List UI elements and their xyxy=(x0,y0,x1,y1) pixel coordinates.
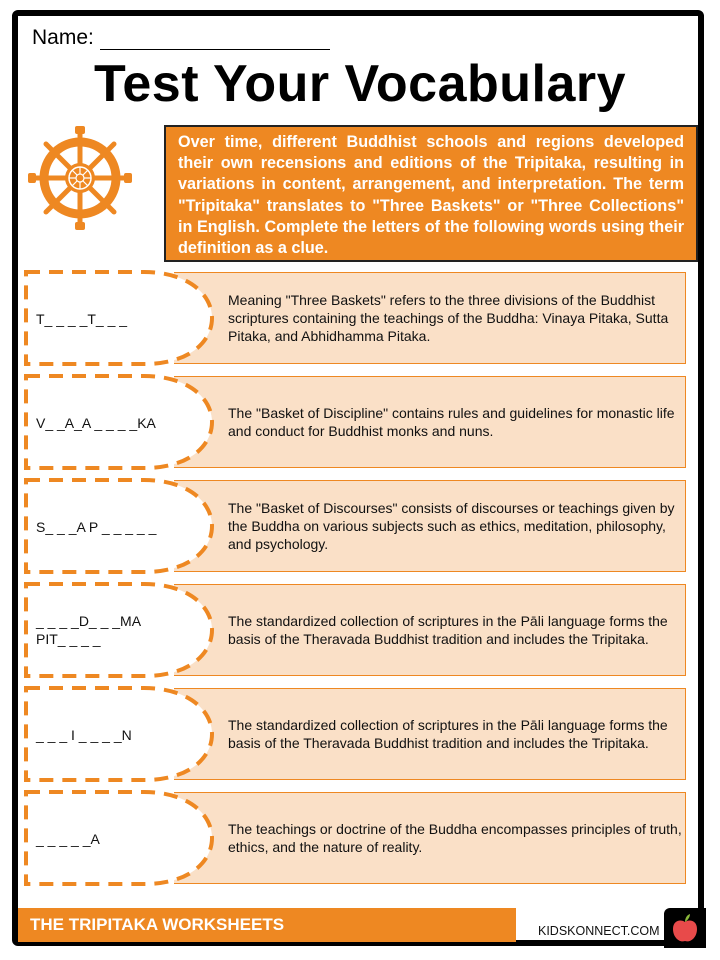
name-line[interactable] xyxy=(100,31,330,50)
site-link[interactable]: KIDSKONNECT.COM xyxy=(538,924,660,938)
apple-icon xyxy=(670,912,700,944)
definition-text: The teachings or doctrine of the Buddha encompasses principles of truth, ethics, and the nature of reality. xyxy=(228,821,682,855)
vocab-row xyxy=(24,374,686,470)
worksheet-title-bar: THE TRIPITAKA WORKSHEETS xyxy=(18,908,516,942)
definition-text: The standardized collection of scriptures in the Pāli language forms the basis of the Theravada Buddhist tradition and includes the Tripitaka. xyxy=(228,613,668,647)
clue-answer-field[interactable]: _ _ _ I _ _ _ _N xyxy=(36,727,132,743)
vocab-row xyxy=(24,270,686,366)
vocab-row xyxy=(24,582,686,678)
dharma-wheel-icon xyxy=(26,124,134,232)
name-label: Name: xyxy=(32,26,94,49)
clue-answer-field[interactable]: T_ _ _ _T_ _ _ xyxy=(36,311,128,327)
vocab-row xyxy=(24,478,686,574)
definition-text: Meaning "Three Baskets" refers to the three divisions of the Buddhist scriptures containing the teachings of the Buddha: Vinaya Pitaka, Sutta Pitaka, and Abhidhamma Pitaka. xyxy=(228,292,669,344)
vocab-row xyxy=(24,686,686,782)
clue-answer-field[interactable]: _ _ _ _D_ _ _MA PIT_ _ _ _ xyxy=(36,613,142,647)
definition-text: The standardized collection of scriptures in the Pāli language forms the basis of the Theravada Buddhist tradition and includes the Tripitaka. xyxy=(228,717,668,751)
vocab-row xyxy=(24,790,686,886)
clue-answer-field[interactable]: V_ _A_A _ _ _ _KA xyxy=(36,415,156,431)
clue-answer-field[interactable]: _ _ _ _ _A xyxy=(36,831,100,847)
definition-text: The "Basket of Discourses" consists of discourses or teachings given by the Buddha on various subjects such as ethics, meditation, philosophy, and psychology. xyxy=(228,500,675,552)
instructions-box: Over time, different Buddhist schools and regions developed their own recensions and editions of the Tripitaka, resulting in variations in content, arrangement, and interpretation. The term "Tripitaka" translates to "Three Baskets" or "Three Collections" in English. Complete the letters of the following words using their definition as a clue. xyxy=(164,125,698,262)
definition-text: The "Basket of Discipline" contains rules and guidelines for monastic life and conduct for Buddhist monks and nuns. xyxy=(228,405,675,439)
name-field[interactable] xyxy=(32,26,330,50)
page-title: Test Your Vocabulary xyxy=(93,55,627,113)
clue-answer-field[interactable]: S_ _ _A P _ _ _ _ _ xyxy=(36,519,157,535)
